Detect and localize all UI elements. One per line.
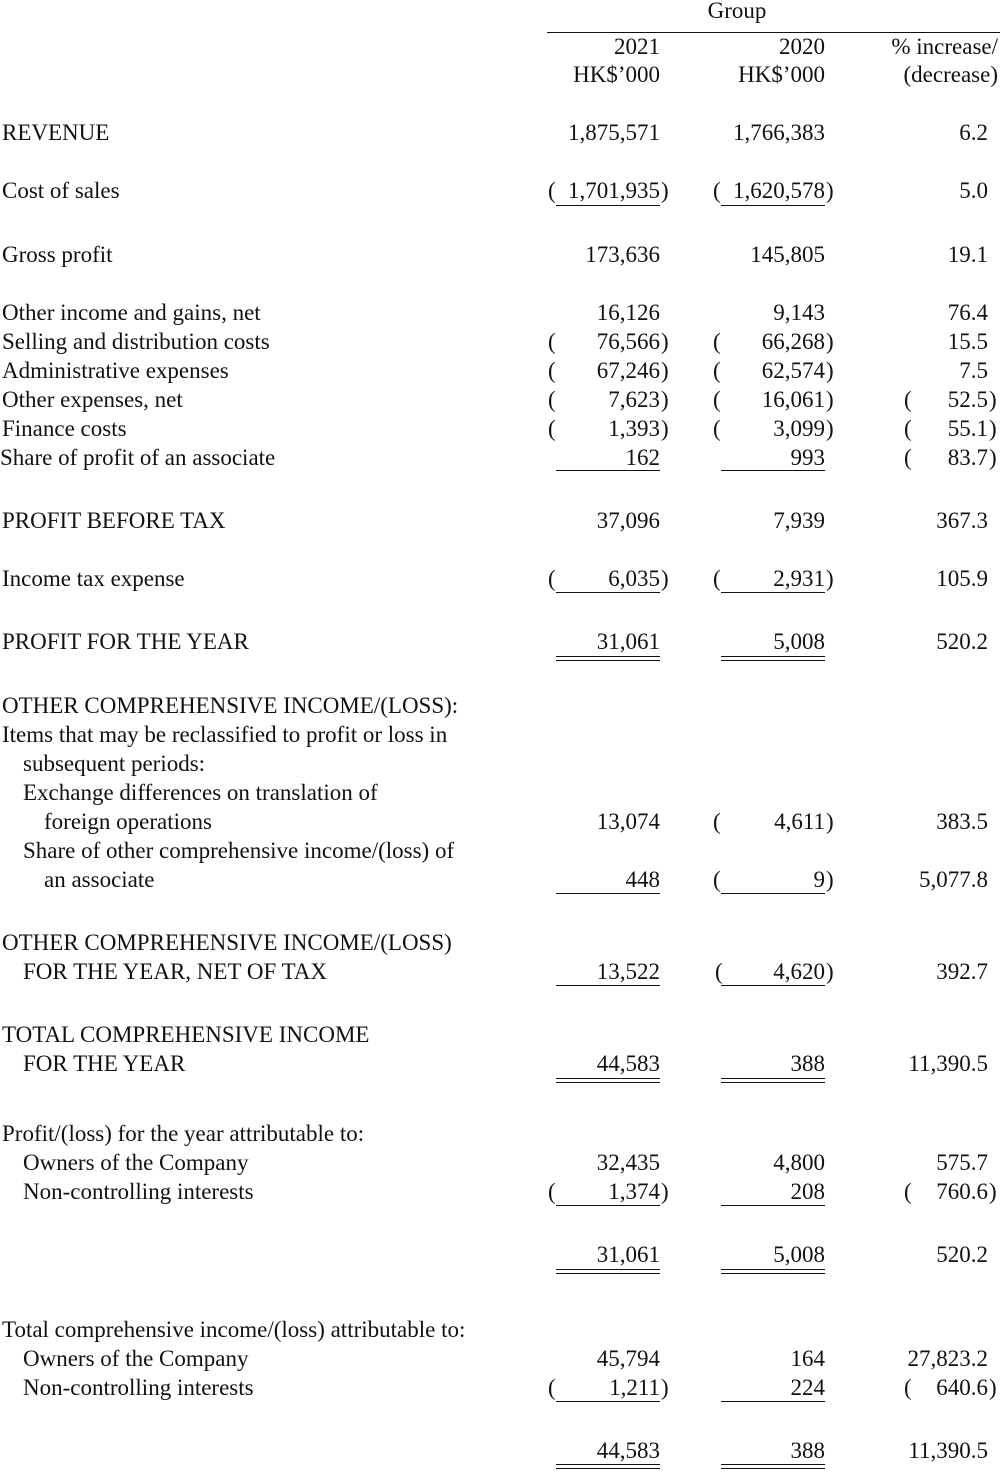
row-label: Exchange differences on translation of bbox=[23, 780, 378, 805]
open-paren: ( bbox=[548, 416, 556, 441]
value-2021: 173,636 bbox=[585, 242, 660, 267]
open-paren: ( bbox=[548, 178, 556, 203]
close-paren: ) bbox=[826, 959, 834, 984]
section-heading: OTHER COMPREHENSIVE INCOME/(LOSS): bbox=[2, 693, 459, 718]
value-2020: 388 bbox=[790, 1438, 825, 1463]
total-double-rule bbox=[721, 1464, 825, 1469]
row-label: REVENUE bbox=[2, 120, 110, 145]
value-2021: 1,374 bbox=[608, 1179, 660, 1204]
value-pct: 367.3 bbox=[936, 508, 988, 533]
group-header: Group bbox=[707, 0, 767, 23]
subtotal-rule bbox=[556, 985, 660, 986]
value-2020: 9,143 bbox=[773, 300, 825, 325]
row-label: Share of other comprehensive income/(loss) of bbox=[23, 838, 455, 863]
close-paren: ) bbox=[661, 1375, 669, 1400]
subtotal-rule bbox=[721, 470, 825, 471]
row-label: Administrative expenses bbox=[2, 358, 229, 383]
close-paren: ) bbox=[661, 329, 669, 354]
open-paren: ( bbox=[548, 1375, 556, 1400]
row-label: Non-controlling interests bbox=[23, 1179, 254, 1204]
row-label: Other expenses, net bbox=[2, 387, 183, 412]
total-double-rule bbox=[721, 1078, 825, 1083]
value-2021: 67,246 bbox=[596, 358, 660, 383]
value-2020: 993 bbox=[790, 445, 825, 470]
subtotal-rule bbox=[721, 893, 825, 894]
total-double-rule bbox=[556, 1078, 660, 1083]
subtotal-rule bbox=[556, 1205, 660, 1206]
close-paren: ) bbox=[826, 329, 834, 354]
close-paren: ) bbox=[826, 566, 834, 591]
col-pct-header-2: (decrease) bbox=[903, 62, 998, 87]
open-paren: ( bbox=[713, 358, 721, 383]
close-paren: ) bbox=[826, 416, 834, 441]
row-label: Non-controlling interests bbox=[23, 1375, 254, 1400]
value-2021: 448 bbox=[625, 867, 660, 892]
open-paren: ( bbox=[548, 1179, 556, 1204]
value-2021: 13,074 bbox=[596, 809, 660, 834]
row-label: Selling and distribution costs bbox=[2, 329, 270, 354]
open-paren: ( bbox=[904, 416, 912, 441]
row-label: PROFIT FOR THE YEAR bbox=[2, 629, 249, 654]
value-2021: 32,435 bbox=[596, 1150, 660, 1175]
close-paren: ) bbox=[826, 809, 834, 834]
close-paren: ) bbox=[826, 358, 834, 383]
value-pct: 83.7 bbox=[947, 445, 988, 470]
open-paren: ( bbox=[548, 566, 556, 591]
subtotal-rule bbox=[556, 592, 660, 593]
value-pct: 5,077.8 bbox=[919, 867, 988, 892]
value-pct: 520.2 bbox=[936, 1242, 988, 1267]
value-pct: 5.0 bbox=[959, 178, 988, 203]
value-2020: 7,939 bbox=[773, 508, 825, 533]
value-2020: 388 bbox=[790, 1051, 825, 1076]
value-2021: 44,583 bbox=[596, 1438, 660, 1463]
value-2020: 5,008 bbox=[773, 629, 825, 654]
value-pct: 760.6 bbox=[936, 1179, 988, 1204]
value-2020: 164 bbox=[790, 1346, 825, 1371]
open-paren: ( bbox=[713, 329, 721, 354]
value-2021: 162 bbox=[625, 445, 660, 470]
row-label: Owners of the Company bbox=[23, 1346, 249, 1371]
value-2020: 1,766,383 bbox=[733, 120, 825, 145]
value-2020: 4,800 bbox=[773, 1150, 825, 1175]
value-pct: 55.1 bbox=[947, 416, 988, 441]
value-2020: 145,805 bbox=[750, 242, 825, 267]
value-pct: 6.2 bbox=[959, 120, 988, 145]
value-2021: 7,623 bbox=[608, 387, 660, 412]
col-pct-header-1: % increase/ bbox=[891, 34, 998, 59]
value-2021: 1,393 bbox=[608, 416, 660, 441]
close-paren: ) bbox=[826, 178, 834, 203]
section-heading: Total comprehensive income/(loss) attributable to: bbox=[2, 1317, 466, 1342]
subtotal-rule bbox=[556, 470, 660, 471]
value-2020: 4,620 bbox=[773, 959, 825, 984]
value-pct: 520.2 bbox=[936, 629, 988, 654]
value-2021: 1,701,935 bbox=[568, 178, 660, 203]
total-double-rule bbox=[721, 656, 825, 661]
subtotal-rule bbox=[721, 205, 825, 206]
open-paren: ( bbox=[904, 1179, 912, 1204]
open-paren: ( bbox=[713, 416, 721, 441]
close-paren: ) bbox=[661, 416, 669, 441]
value-2020: 224 bbox=[790, 1375, 825, 1400]
subtotal-rule bbox=[721, 985, 825, 986]
value-pct: 7.5 bbox=[959, 358, 988, 383]
group-header-rule bbox=[547, 32, 1000, 33]
close-paren: ) bbox=[989, 387, 997, 412]
value-pct: 392.7 bbox=[936, 959, 988, 984]
value-2020: 4,611 bbox=[774, 809, 825, 834]
close-paren: ) bbox=[826, 387, 834, 412]
value-pct: 52.5 bbox=[947, 387, 988, 412]
row-label: Finance costs bbox=[2, 416, 127, 441]
section-heading: Profit/(loss) for the year attributable to: bbox=[2, 1121, 365, 1146]
value-2021: 31,061 bbox=[596, 1242, 660, 1267]
open-paren: ( bbox=[713, 178, 721, 203]
value-pct: 15.5 bbox=[947, 329, 988, 354]
open-paren: ( bbox=[548, 329, 556, 354]
value-2020: 3,099 bbox=[773, 416, 825, 441]
row-label: TOTAL COMPREHENSIVE INCOME bbox=[2, 1022, 370, 1047]
open-paren: ( bbox=[713, 867, 721, 892]
open-paren: ( bbox=[713, 809, 721, 834]
close-paren: ) bbox=[826, 867, 834, 892]
value-2020: 9 bbox=[813, 867, 825, 892]
close-paren: ) bbox=[661, 387, 669, 412]
row-label: FOR THE YEAR bbox=[23, 1051, 186, 1076]
total-double-rule bbox=[556, 1269, 660, 1274]
value-2020: 2,931 bbox=[773, 566, 825, 591]
value-pct: 27,823.2 bbox=[907, 1346, 988, 1371]
value-2021: 44,583 bbox=[596, 1051, 660, 1076]
value-2021: 76,566 bbox=[596, 329, 660, 354]
value-2020: 62,574 bbox=[761, 358, 825, 383]
close-paren: ) bbox=[989, 1375, 997, 1400]
value-2020: 5,008 bbox=[773, 1242, 825, 1267]
subtotal-rule bbox=[721, 592, 825, 593]
close-paren: ) bbox=[989, 1179, 997, 1204]
value-pct: 575.7 bbox=[936, 1150, 988, 1175]
open-paren: ( bbox=[904, 387, 912, 412]
open-paren: ( bbox=[548, 358, 556, 383]
open-paren: ( bbox=[548, 387, 556, 412]
open-paren: ( bbox=[904, 445, 912, 470]
open-paren: ( bbox=[713, 387, 721, 412]
subtotal-rule bbox=[721, 1205, 825, 1206]
value-2020: 16,061 bbox=[761, 387, 825, 412]
row-label: Income tax expense bbox=[2, 566, 185, 591]
close-paren: ) bbox=[661, 358, 669, 383]
open-paren: ( bbox=[715, 959, 723, 984]
value-2021: 45,794 bbox=[596, 1346, 660, 1371]
value-2021: 31,061 bbox=[596, 629, 660, 654]
row-label: foreign operations bbox=[44, 809, 212, 834]
value-2020: 66,268 bbox=[761, 329, 825, 354]
subtotal-rule bbox=[556, 893, 660, 894]
col-2021-year: 2021 bbox=[614, 34, 660, 59]
close-paren: ) bbox=[661, 178, 669, 203]
value-pct: 11,390.5 bbox=[908, 1051, 988, 1076]
value-2021: 6,035 bbox=[608, 566, 660, 591]
row-label: subsequent periods: bbox=[23, 751, 206, 776]
close-paren: ) bbox=[661, 1179, 669, 1204]
total-double-rule bbox=[556, 1464, 660, 1469]
row-label: Other income and gains, net bbox=[2, 300, 261, 325]
subtotal-rule bbox=[556, 205, 660, 206]
value-2021: 1,875,571 bbox=[568, 120, 660, 145]
value-2021: 1,211 bbox=[609, 1375, 660, 1400]
row-label: Gross profit bbox=[2, 242, 113, 267]
col-2020-unit: HK$’000 bbox=[738, 62, 825, 87]
value-pct: 76.4 bbox=[947, 300, 988, 325]
value-pct: 19.1 bbox=[947, 242, 988, 267]
total-double-rule bbox=[556, 656, 660, 661]
row-label: Owners of the Company bbox=[23, 1150, 249, 1175]
row-label: an associate bbox=[44, 867, 155, 892]
value-2021: 16,126 bbox=[596, 300, 660, 325]
total-double-rule bbox=[721, 1269, 825, 1274]
row-label: PROFIT BEFORE TAX bbox=[2, 508, 226, 533]
close-paren: ) bbox=[989, 416, 997, 441]
row-label: Items that may be reclassified to profit or loss in bbox=[2, 722, 448, 747]
col-2020-year: 2020 bbox=[779, 34, 825, 59]
value-pct: 105.9 bbox=[936, 566, 988, 591]
value-2021: 13,522 bbox=[596, 959, 660, 984]
close-paren: ) bbox=[989, 445, 997, 470]
value-2021: 37,096 bbox=[596, 508, 660, 533]
value-2020: 208 bbox=[790, 1179, 825, 1204]
value-2020: 1,620,578 bbox=[733, 178, 825, 203]
value-pct: 383.5 bbox=[936, 809, 988, 834]
subtotal-rule bbox=[556, 1401, 660, 1402]
open-paren: ( bbox=[713, 566, 721, 591]
col-2021-unit: HK$’000 bbox=[573, 62, 660, 87]
value-pct: 11,390.5 bbox=[908, 1438, 988, 1463]
subtotal-rule bbox=[721, 1401, 825, 1402]
open-paren: ( bbox=[904, 1375, 912, 1400]
row-label: FOR THE YEAR, NET OF TAX bbox=[23, 959, 327, 984]
row-label: OTHER COMPREHENSIVE INCOME/(LOSS) bbox=[2, 930, 452, 955]
row-label: Cost of sales bbox=[2, 178, 120, 203]
close-paren: ) bbox=[661, 566, 669, 591]
row-label: Share of profit of an associate bbox=[0, 445, 276, 470]
value-pct: 640.6 bbox=[936, 1375, 988, 1400]
